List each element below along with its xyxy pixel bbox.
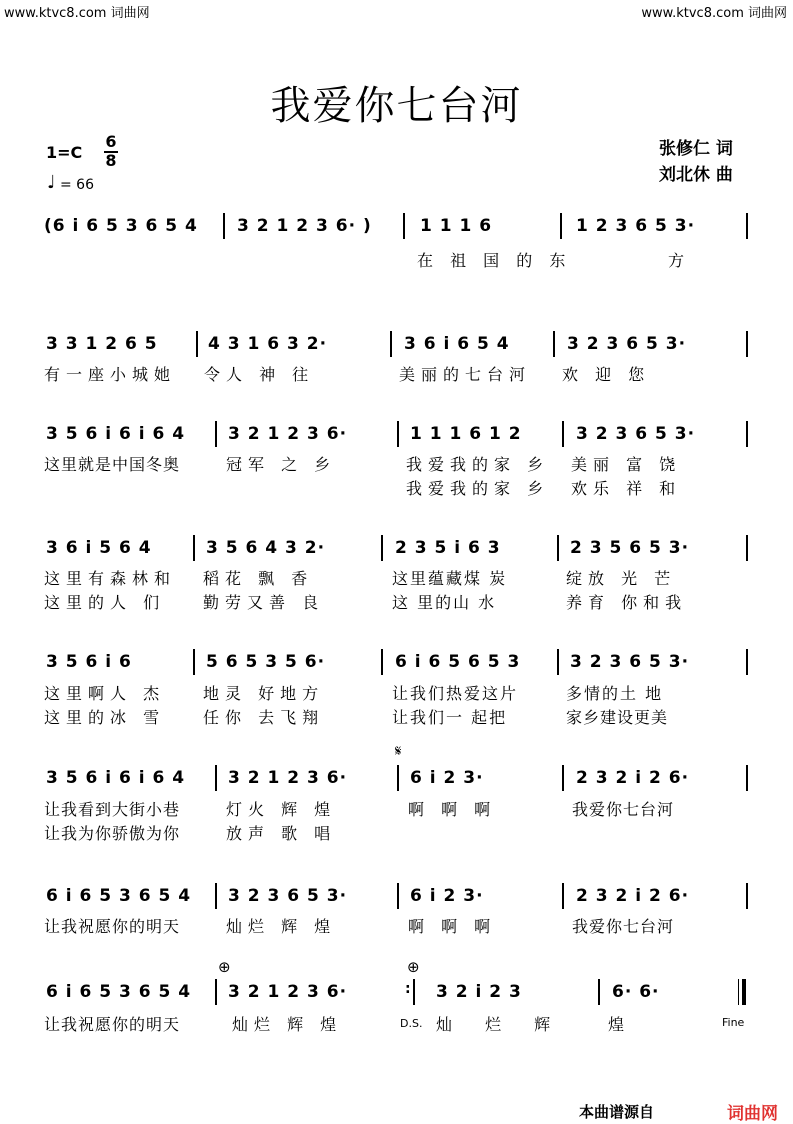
final-barline-thin xyxy=(738,979,739,1005)
quarter-note-icon: ♩ xyxy=(47,172,56,193)
barline xyxy=(193,535,195,561)
barline xyxy=(196,331,198,357)
measure-notes: (6 i 6 5 3 6 5 4 xyxy=(44,216,198,236)
coda-icon: ⊕ xyxy=(407,958,420,976)
lyric-line: 啊 啊 啊 xyxy=(408,800,497,819)
barline xyxy=(397,883,399,909)
lyric-line: 有一座小城她 xyxy=(44,365,177,384)
measure-notes: 2 3 5 i 6 3 xyxy=(395,538,501,558)
barline xyxy=(560,213,562,239)
barline xyxy=(397,421,399,447)
coda-icon: ⊕ xyxy=(218,958,231,976)
measure-notes: 6· 6· xyxy=(612,982,660,1002)
lyric-line: 让我为你骄傲为你 xyxy=(44,824,181,843)
measure-notes: 6 i 6 5 3 6 5 4 xyxy=(46,886,192,906)
barline xyxy=(746,331,748,357)
lyric-line: 我爱你七台河 xyxy=(572,917,675,936)
lyricist-credit: 张修仁 词 xyxy=(659,139,733,159)
measure-notes: 3 6 i 5 6 4 xyxy=(46,538,152,558)
measure-notes: 3 2 1 2 3 6· xyxy=(228,424,348,444)
measure-notes: 2 3 5 6 5 3· xyxy=(570,538,690,558)
measure-notes: 6 i 6 5 6 5 3 xyxy=(395,652,521,672)
lyric-line: 美丽的七台河 xyxy=(399,365,532,384)
lyric-line: 令人 神 往 xyxy=(204,365,315,384)
barline xyxy=(562,421,564,447)
barline xyxy=(223,213,225,239)
barline xyxy=(562,765,564,791)
segno-icon: 𝄋 xyxy=(395,742,402,760)
lyric-line: 在 祖 国 的 东 xyxy=(417,251,572,270)
measure-notes: 3 2 3 6 5 3· xyxy=(570,652,690,672)
lyric-line: 方 xyxy=(668,251,691,270)
barline xyxy=(746,535,748,561)
measure-notes: 3 5 6 i 6 i 6 4 xyxy=(46,768,186,788)
barline xyxy=(746,213,748,239)
lyric-line: 冠军 之 乡 xyxy=(226,455,337,474)
lyric-line: 我爱你七台河 xyxy=(572,800,675,819)
barline xyxy=(562,883,564,909)
lyric-line: 灿 烂 辉 xyxy=(436,1015,565,1034)
lyric-line: 地灵 好地方 xyxy=(203,684,325,703)
lyric-line: 这里的人 们 xyxy=(44,593,166,612)
barline xyxy=(403,213,405,239)
lyric-line: 煌 xyxy=(608,1015,631,1034)
barline xyxy=(598,979,600,1005)
tempo-marking: = 66 xyxy=(60,177,94,193)
barline xyxy=(557,535,559,561)
lyric-line: 绽放 光 芒 xyxy=(566,569,677,588)
measure-notes: 3 2 1 2 3 6· ) xyxy=(237,216,372,236)
lyric-line: 这 里的山 水 xyxy=(392,593,497,612)
measure-notes: 1 2 3 6 5 3· xyxy=(576,216,696,236)
lyric-line: 这里有森林和 xyxy=(44,569,177,588)
lyric-line: 这里就是中国冬奥 xyxy=(44,455,181,474)
lyric-line: 家乡建设更美 xyxy=(566,708,669,727)
lyric-line: 灿烂 辉 煌 xyxy=(232,1015,343,1034)
measure-notes: 3 2 3 6 5 3· xyxy=(228,886,348,906)
ds-marking: D.S. xyxy=(400,1017,423,1030)
measure-notes: 3 2 3 6 5 3· xyxy=(567,334,687,354)
lyric-line: 灯火 辉 煌 xyxy=(226,800,337,819)
measure-notes: 3 2 i 2 3 xyxy=(436,982,522,1002)
barline xyxy=(413,979,415,1005)
lyric-line: 多情的土 地 xyxy=(566,684,664,703)
measure-notes: 1 1 1 6 1 2 xyxy=(410,424,522,444)
measure-notes: 6 i 2 3· xyxy=(410,768,484,788)
measure-notes: 6 i 2 3· xyxy=(410,886,484,906)
barline xyxy=(397,765,399,791)
barline xyxy=(215,883,217,909)
barline xyxy=(746,649,748,675)
measure-notes: 2 3 2 i 2 6· xyxy=(576,886,690,906)
composer-credit: 刘北休 曲 xyxy=(659,165,733,185)
fine-marking: Fine xyxy=(722,1016,745,1029)
barline xyxy=(381,649,383,675)
barline xyxy=(215,979,217,1005)
lyric-line: 欢乐 祥 和 xyxy=(571,479,682,498)
lyric-line: 这里的冰 雪 xyxy=(44,708,166,727)
measure-notes: 2 3 2 i 2 6· xyxy=(576,768,690,788)
barline xyxy=(381,535,383,561)
barline xyxy=(193,649,195,675)
lyric-line: 让我们一 起把 xyxy=(392,708,508,727)
lyric-line: 让我们热爱这片 xyxy=(392,684,519,703)
measure-notes: 3 5 6 4 3 2· xyxy=(206,538,326,558)
lyric-line: 让我看到大街小巷 xyxy=(44,800,181,819)
lyric-line: 让我祝愿你的明天 xyxy=(44,917,181,936)
lyric-line: 养育 你和我 xyxy=(566,593,688,612)
barline xyxy=(746,883,748,909)
time-signature-top: 6 xyxy=(105,132,117,151)
measure-notes: 4 3 1 6 3 2· xyxy=(208,334,328,354)
lyric-line: 这里蕴藏煤 炭 xyxy=(392,569,508,588)
lyric-line: 任你 去飞翔 xyxy=(203,708,325,727)
key-signature: 1=C xyxy=(46,143,83,162)
measure-notes: 1 1 1 6 xyxy=(420,216,493,236)
lyric-line: 我爱我的家 乡 xyxy=(406,479,550,498)
lyric-line: 让我祝愿你的明天 xyxy=(44,1015,181,1034)
barline xyxy=(746,765,748,791)
lyric-line: 这里啊人 杰 xyxy=(44,684,166,703)
measure-notes: 3 2 1 2 3 6· xyxy=(228,982,348,1002)
lyric-line: 勤劳又善 良 xyxy=(203,593,325,612)
lyric-line: 我爱我的家 乡 xyxy=(406,455,550,474)
lyric-line: 啊 啊 啊 xyxy=(408,917,497,936)
lyric-line: 美丽 富 饶 xyxy=(571,455,682,474)
watermark-right: www.ktvc8.com 词曲网 xyxy=(641,6,787,21)
footer-source-label: 本曲谱源自 xyxy=(579,1103,655,1121)
barline xyxy=(390,331,392,357)
watermark-left: www.ktvc8.com 词曲网 xyxy=(4,6,150,21)
lyric-line: 稻花 飘 香 xyxy=(203,569,314,588)
measure-notes: 3 6 i 6 5 4 xyxy=(404,334,510,354)
barline xyxy=(215,765,217,791)
measure-notes: 3 3 1 2 6 5 xyxy=(46,334,158,354)
final-barline-thick xyxy=(742,979,746,1005)
lyric-line: 灿烂 辉 煌 xyxy=(226,917,337,936)
barline xyxy=(553,331,555,357)
measure-notes: 5 6 5 3 5 6· xyxy=(206,652,326,672)
lyric-line: 欢 迎 您 xyxy=(562,365,651,384)
barline xyxy=(746,421,748,447)
time-signature-bottom: 8 xyxy=(105,151,117,170)
measure-notes: 3 2 1 2 3 6· xyxy=(228,768,348,788)
lyric-line: 放声 歌 唱 xyxy=(226,824,337,843)
song-title: 我爱你七台河 xyxy=(270,83,523,129)
measure-notes: 3 5 6 i 6 i 6 4 xyxy=(46,424,186,444)
measure-notes: 3 2 3 6 5 3· xyxy=(576,424,696,444)
measure-notes: 6 i 6 5 3 6 5 4 xyxy=(46,982,192,1002)
footer-brand-logo[interactable]: 词曲网 xyxy=(727,1104,778,1124)
barline xyxy=(215,421,217,447)
repeat-dots: : xyxy=(405,981,411,997)
barline xyxy=(557,649,559,675)
measure-notes: 3 5 6 i 6 xyxy=(46,652,132,672)
